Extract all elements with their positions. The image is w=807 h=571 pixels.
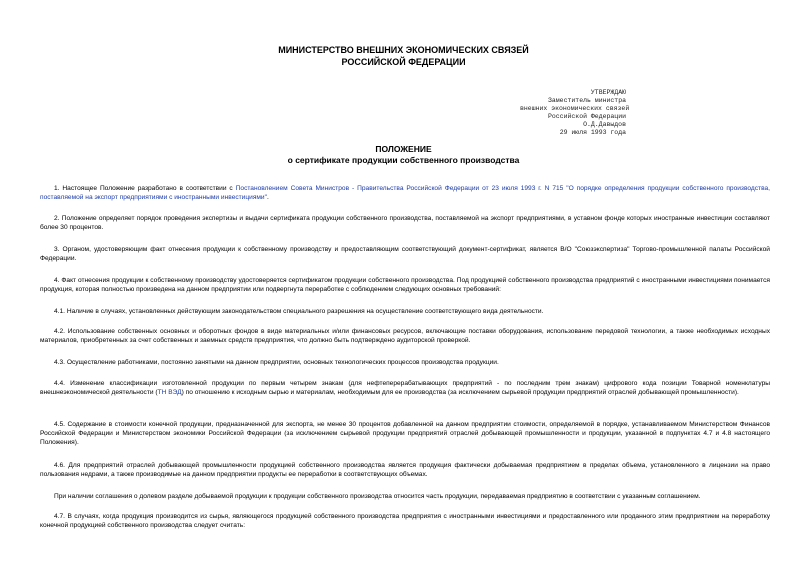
paragraph-2: 2. Положение определяет порядок проведения экспертизы и выдачи сертификата продукции собственного производства, поставляемой на экспорт предприятиями, в уставном фонде которых иностранные инвестиции составляют более 30 процентов. xyxy=(40,215,770,231)
paragraph-4-5: 4.5. Содержание в стоимости конечной продукции, предназначенной для экспорта, не менее 30 процентов добавленной на данном предприятии стоимости, определяемой в порядке, устанавливаемом Министерством Финансов Российской Федерации и Министерством экономики Российской Федерации (за исключением сырьевой продукции предприятий отраслей добывающей промышленности и продукции, указанной в подпунктах 4.7 и 4.8 настоящего Положения). xyxy=(40,421,770,446)
doc-title: ПОЛОЖЕНИЕ xyxy=(375,144,432,154)
paragraph-4-6-agreement: При наличии соглашения о долевом разделе добываемой продукции к продукции собственного производства относится часть продукции, передаваемая предприятию в соответствии с указанным соглашением. xyxy=(54,493,701,500)
paragraph-4-1: 4.1. Наличие в случаях, установленных действующим законодательством специального разрешения на осуществление соответствующего вида деятельности. xyxy=(54,308,544,315)
approval-date: 29 июля 1993 года xyxy=(559,129,626,137)
paragraph-4-3: 4.3. Осуществление работниками, постоянно занятыми на данном предприятии, основных технологических процессов производства продукции. xyxy=(54,359,499,366)
approval-position-line2: внешних экономических связей xyxy=(520,105,630,113)
paragraph-4-4-text: 4.4. Изменение классификации изготовленной продукции по первым четырем знакам (для нефтеперерабатывающих предприятий - по последним трем знакам) цифрового кода позиции Товарной номенклатуры внешнеэкономической деятельности ( xyxy=(40,380,770,396)
paragraph-4-4-end: ) по отношению к исходным сырью и материалам, необходимым для ее производства (за исключением сырьевой продукции предприятий отраслей добывающей промышленности). xyxy=(181,389,739,396)
paragraph-4-2: 4.2. Использование собственных основных и оборотных фондов в виде материальных и/или финансовых ресурсов, включающие поставки оборудования, использование передовой технологии, а также необходимых исходных материалов, приобретенных за счет собственных и заемных средств предприятия, что должно быть подтверждено аудиторской проверкой. xyxy=(40,328,770,344)
ministry-title-line1: МИНИСТЕРСТВО ВНЕШНИХ ЭКОНОМИЧЕСКИХ СВЯЗЕЙ xyxy=(278,45,529,55)
paragraph-4-7: 4.7. В случаях, когда продукция производится из сырья, являющегося продукцией собственного производства предприятия с иностранными инвестициями и предоставленного или проданного этим предприятием на переработку конечной продукцией собственного производства следует считать: xyxy=(40,513,770,529)
paragraph-1 xyxy=(40,184,770,202)
doc-subtitle: о сертификате продукции собственного производства xyxy=(287,155,520,165)
paragraph-1-end: . xyxy=(266,194,269,201)
resolution-715-link[interactable]: Постановлением Совета Министров - Правительства Российской Федерации от 23 июля 1993 г. N 715 "О порядке определения продукции собственного производства, поставляемой на экспорт предприятиями с иностранными инвестициями" xyxy=(40,185,770,201)
paragraph-4: 4. Факт отнесения продукции к собственному производству удостоверяется сертификатом продукции собственного производства. Под продукцией собственного производства предприятий с иностранными инвестициями понимается продукция, которая полностью произведена на данном предприятии или подвергнута переработке с соблюдением следующих основных требований: xyxy=(40,277,770,293)
paragraph-4-4 xyxy=(40,379,770,397)
approval-position-line3: Российской Федерации xyxy=(547,113,626,121)
paragraph-4-6: 4.6. Для предприятий отраслей добывающей промышленности продукцией собственного производства является продукция фактически добываемая предприятием в пределах объема, установленного в лицензии на право пользования недрами, а также производимые на данном предприятии продукты ее переработки в соответствующих объемах. xyxy=(40,462,770,478)
ministry-title-line2: РОССИЙСКОЙ ФЕДЕРАЦИИ xyxy=(341,57,466,67)
approval-position-line1: Заместитель министра xyxy=(547,97,626,105)
paragraph-1-text: 1. Настоящее Положение разработано в соответствии с xyxy=(54,185,236,192)
approval-heading: УТВЕРЖДАЮ xyxy=(590,89,626,96)
tn-ved-link[interactable]: ТН ВЭД xyxy=(157,389,182,396)
approval-block xyxy=(520,89,630,138)
paragraph-3: 3. Органом, удостоверяющим факт отнесения продукции к собственному производству и предоставляющим соответствующий документ-сертификат, является В/О "Союзэкспертиза" Торгово-промышленной палаты Российской Федерации. xyxy=(40,246,770,262)
approval-signatory: О.Д.Давыдов xyxy=(583,121,626,129)
